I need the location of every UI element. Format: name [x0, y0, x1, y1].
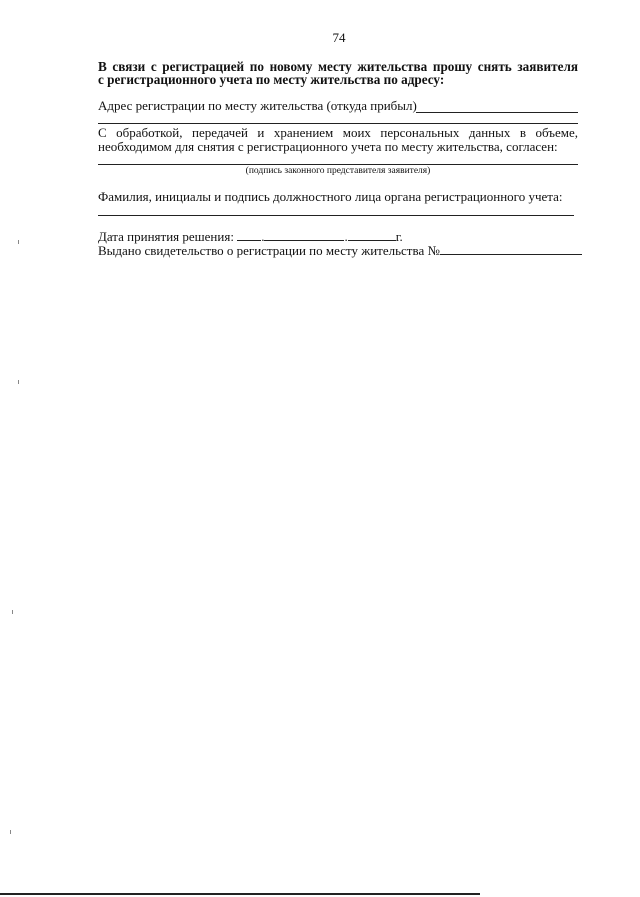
scan-mark — [18, 380, 19, 384]
official-field-line[interactable] — [98, 215, 574, 216]
date-separator-1: . — [261, 229, 265, 244]
address-row — [98, 99, 578, 113]
official-row — [98, 190, 578, 204]
certificate-number-field[interactable] — [440, 243, 582, 255]
address-label: Адрес регистрации по месту жительства (откуда прибыл) — [98, 98, 417, 113]
consent-line-2: необходимом для снятия с регистрационного учета по месту жительства, согласен: — [98, 139, 558, 154]
date-day-field[interactable] — [237, 229, 261, 241]
heading-line-1: В связи с регистрацией по новому месту жительства прошу снять заявителя — [98, 59, 578, 74]
scan-mark — [10, 830, 11, 834]
signature-caption: (подпись законного представителя заявителя) — [245, 166, 431, 176]
page-number: 74 — [332, 30, 346, 45]
scan-mark — [12, 610, 13, 614]
date-year-field[interactable] — [348, 229, 396, 241]
official-label: Фамилия, инициалы и подпись должностного лица органа регистрационного учета: — [98, 189, 563, 204]
decision-date-label: Дата принятия решения: — [98, 229, 234, 244]
address-field-line-2[interactable] — [98, 123, 578, 124]
decision-date-row — [98, 229, 578, 244]
bottom-edge-rule — [0, 893, 480, 895]
scan-mark — [18, 240, 19, 244]
date-year-suffix: г. — [395, 229, 403, 244]
request-heading — [98, 60, 578, 86]
date-separator-2: . — [344, 229, 348, 244]
heading-line-2: с регистрационного учета по месту жительства по адресу: — [98, 72, 445, 87]
consent-line-1: С обработкой, передачей и хранением моих персональных данных в объеме, — [98, 125, 578, 140]
consent-text — [98, 126, 578, 154]
date-month-field[interactable] — [264, 229, 344, 241]
signature-field-line[interactable] — [98, 164, 578, 165]
address-field-line[interactable] — [416, 112, 578, 113]
certificate-label: Выдано свидетельство о регистрации по месту жительства № — [98, 243, 440, 258]
certificate-row — [98, 243, 578, 258]
